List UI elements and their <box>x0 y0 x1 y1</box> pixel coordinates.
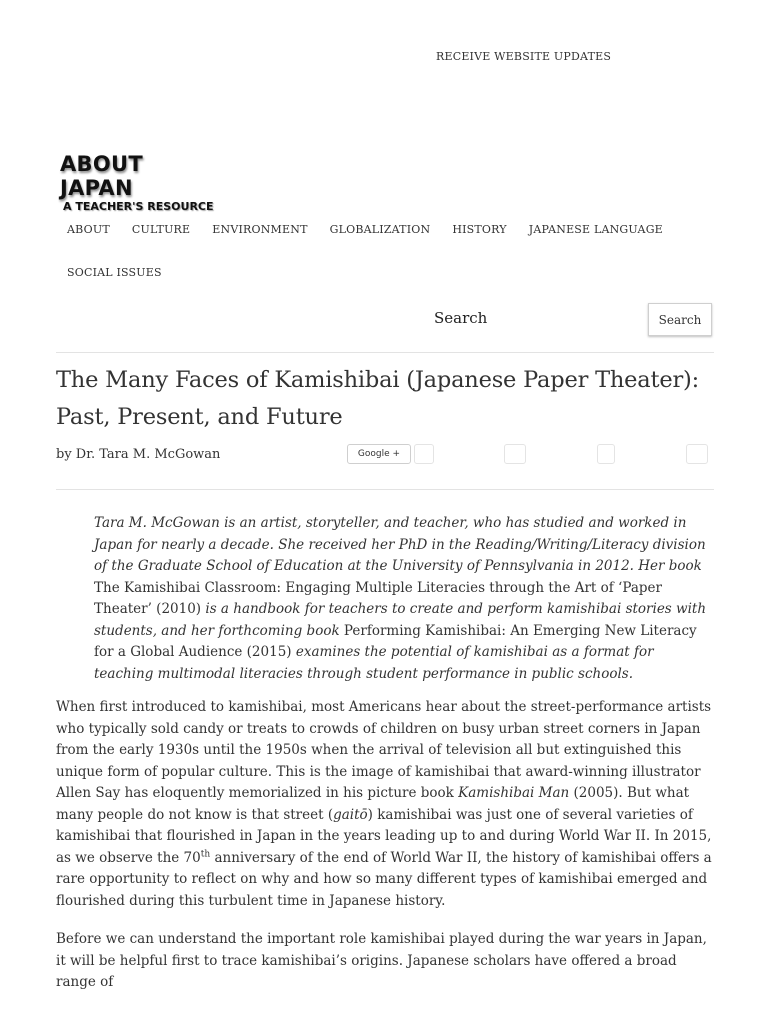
paragraph-text: (2005). But what many people do not know is that street ( <box>56 785 690 823</box>
logo-title: ABOUT JAPAN <box>60 152 143 200</box>
nav-row <box>56 210 716 248</box>
divider <box>56 352 714 353</box>
site-logo[interactable] <box>60 152 222 214</box>
nav-item-japanese-language[interactable]: JAPANESE LANGUAGE <box>528 222 663 236</box>
book-title: The Kamishibai Classroom: Engaging Multiple Literacies through the Art of ‘Paper Theater’ (2010) <box>94 579 662 617</box>
intro-text: examines the potential of kamishibai as a format for teaching multimodal literacies through student performance in public schools. <box>94 644 654 682</box>
google-plus-share-button[interactable]: Google + <box>347 444 411 464</box>
nav-item-culture[interactable]: CULTURE <box>131 222 191 236</box>
receive-updates-link[interactable]: RECEIVE WEBSITE UPDATES <box>436 50 612 63</box>
paragraph-text: When first introduced to kamishibai, most Americans hear about the street-performance artists who typically sold candy or treats to crowds of children on busy urban street corners in Japan from the early 1930s until the 1950s when the arrival of television all but extinguished this unique form of popular culture. This is the image of kamishibai that award-winning illustrator Allen Say has eloquently memorialized in his picture book <box>56 699 712 801</box>
nav-item-history[interactable]: HISTORY <box>452 222 507 236</box>
author-intro <box>94 513 716 685</box>
article-paragraph: Before we can understand the important role kamishibai played during the war years in Japan, it will be helpful first to trace kamishibai’s origins. Japanese scholars have offered a broad range of <box>56 931 707 990</box>
logo-tagline: A TEACHER'S RESOURCE <box>63 200 214 213</box>
paragraph-text: anniversary of the end of World War II, the history of kamishibai offers a rare opportunity to reflect on why and how so many different types of kamishibai emerged and flourished during this turbulent time in Japanese history. <box>56 849 712 909</box>
share-button[interactable] <box>597 444 615 464</box>
search-label: Search <box>434 309 488 327</box>
search-button[interactable]: Search <box>648 303 712 336</box>
nav-item-social-issues[interactable]: SOCIAL ISSUES <box>67 265 162 279</box>
article-title: The Many Faces of Kamishibai (Japanese Paper Theater): Past, Present, and Future <box>56 367 699 430</box>
book-title: Performing Kamishibai: An Emerging New Literacy for a Global Audience (2015) <box>94 622 697 660</box>
article-paragraph <box>56 697 716 912</box>
main-nav <box>56 210 716 291</box>
share-button[interactable] <box>686 444 708 464</box>
nav-item-globalization[interactable]: GLOBALIZATION <box>329 222 431 236</box>
nav-row <box>56 253 716 291</box>
japanese-term: gaitō <box>333 806 368 823</box>
paragraph-text: ) kamishibai was just one of several varieties of kamishibai that flourished in Japan in the years leading up to and during World War II. In 2015, as we observe the 70 <box>56 806 712 866</box>
article-byline: by Dr. Tara M. McGowan <box>56 447 221 462</box>
nav-item-environment[interactable]: ENVIRONMENT <box>212 222 308 236</box>
share-button[interactable] <box>414 444 434 464</box>
ordinal-suffix: th <box>200 849 211 859</box>
share-button[interactable] <box>504 444 526 464</box>
book-title: Kamishibai Man <box>458 785 570 801</box>
divider <box>56 489 714 490</box>
nav-item-about[interactable]: ABOUT <box>67 222 110 236</box>
intro-text: is a handbook for teachers to create and perform kamishibai stories with students, and her forthcoming book <box>94 601 707 639</box>
intro-text: Tara M. McGowan is an artist, storyteller, and teacher, who has studied and worked in Japan for nearly a decade. She received her PhD in the Reading/Writing/Literacy division of the Graduate School of Education at the University of Pennsylvania in 2012. Her book <box>94 515 706 574</box>
